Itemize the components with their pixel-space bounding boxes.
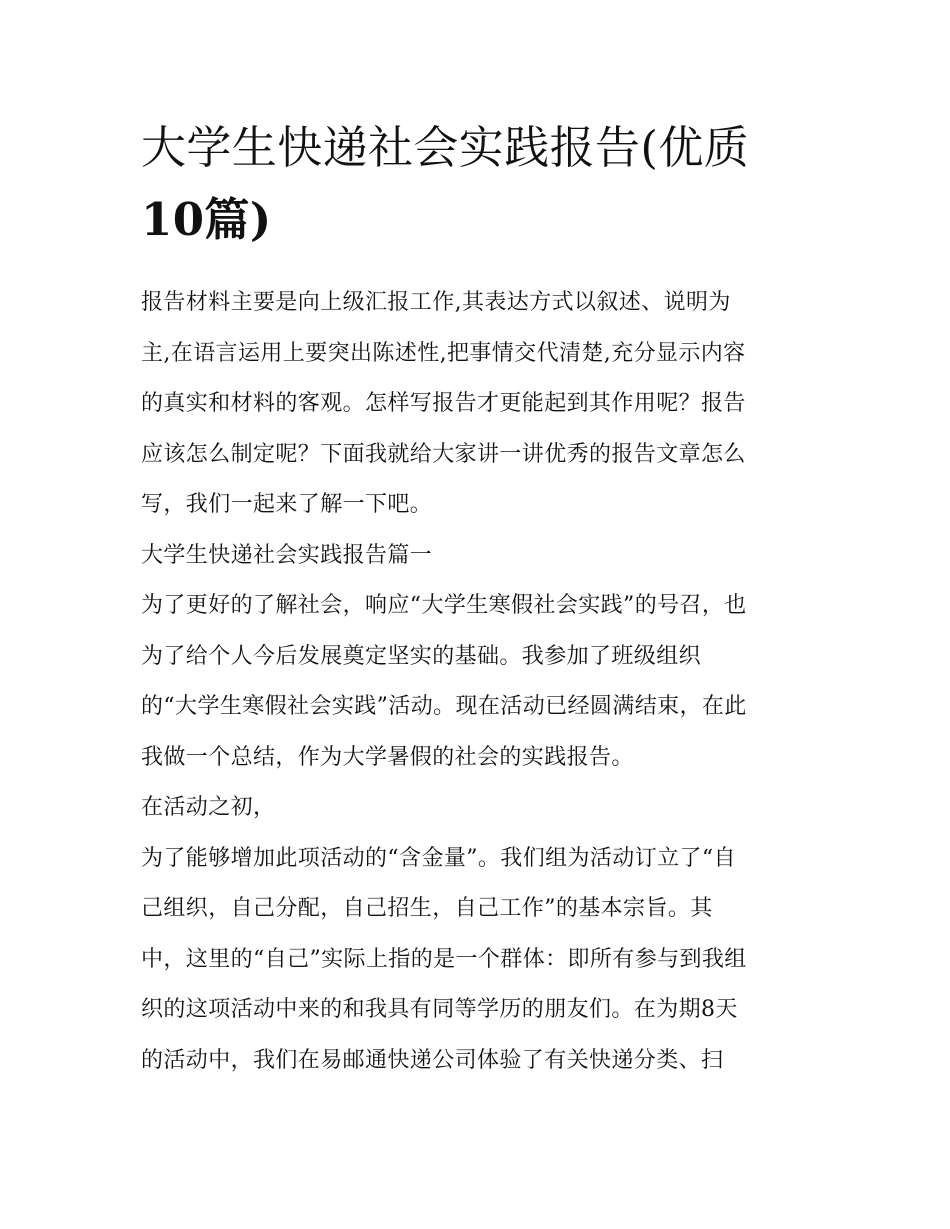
body-line: 我做一个总结，作为大学暑假的社会的实践报告。: [141, 744, 634, 770]
body-line: 织的这项活动中来的和我具有同等学历的朋友们。在为期8天: [141, 997, 738, 1022]
title-line-1: 大学生快递社会实践报告(优质: [141, 121, 750, 174]
body-line: 报告材料主要是向上级汇报工作,其表达方式以叙述、说明为: [141, 290, 731, 315]
body-line: 的真实和材料的客观。怎样写报告才更能起到其作用呢？报告: [141, 391, 746, 416]
document-title: [141, 112, 812, 256]
body-line: 在活动之初，: [141, 795, 276, 820]
body-line: 应该怎么制定呢？下面我就给大家讲一讲优秀的报告文章怎么: [141, 441, 746, 467]
title-line-2: [141, 184, 812, 256]
document-body: [141, 278, 812, 1086]
body-line: 主,在语言运用上要突出陈述性,把事情交代清楚,充分显示内容: [141, 340, 746, 366]
body-line: 为了更好的了解社会，响应“大学生寒假社会实践”的号召，也: [141, 593, 747, 618]
body-line: 的活动中，我们在易邮通快递公司体验了有关快递分类、扫: [141, 1047, 724, 1073]
section-heading: 大学生快递社会实践报告篇一: [141, 542, 433, 568]
body-line: 中，这里的“自己”实际上指的是一个群体：即所有参与到我组: [141, 946, 747, 972]
body-line: 己组织，自己分配，自己招生，自己工作”的基本宗旨。其: [141, 896, 713, 921]
body-line: 为了给个人今后发展奠定坚实的基础。我参加了班级组织: [141, 643, 702, 669]
body-line: 写，我们一起来了解一下吧。: [141, 492, 433, 517]
body-line: 的“大学生寒假社会实践”活动。现在活动已经圆满结束，在此: [141, 694, 747, 719]
title-line-2-text: 10篇): [141, 193, 272, 246]
body-line: 为了能够增加此项活动的“含金量”。我们组为活动订立了“自: [141, 845, 736, 871]
